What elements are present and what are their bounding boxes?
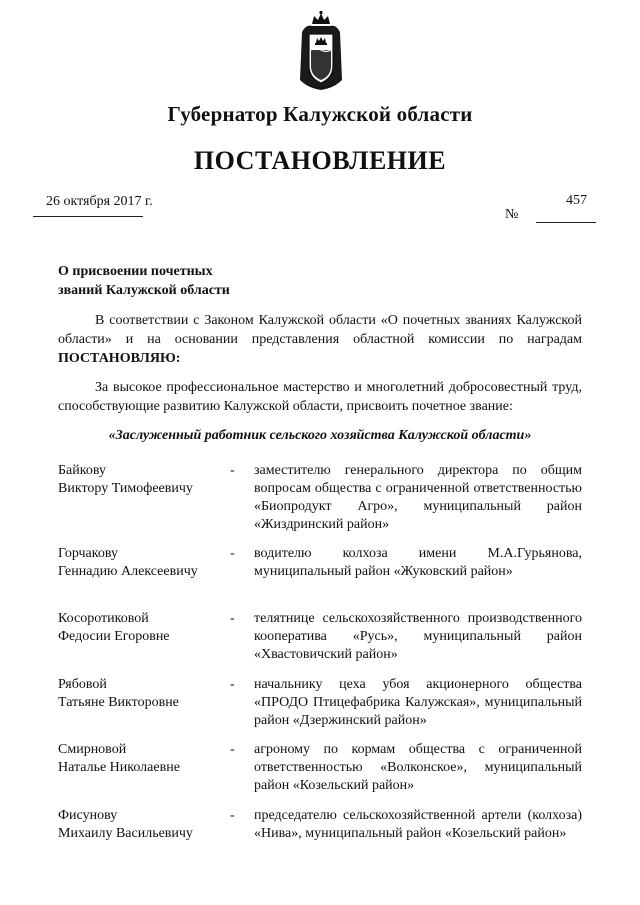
date-underline xyxy=(33,216,143,217)
intro-paragraph xyxy=(58,311,582,368)
number-underline xyxy=(536,222,596,223)
awardee-dash: - xyxy=(230,677,235,692)
document-date: 26 октября 2017 г. xyxy=(46,194,153,209)
intro-text: В соответствии с Законом Калужской области «О почетных званиях Калужской области» и на основании представления областной комиссии по наградам xyxy=(58,313,582,347)
awardee-surname: Горчакову xyxy=(58,546,118,561)
awardee-position: телятнице сельскохозяйственного производственного кооператива «Русь», муниципальный район «Хвастовичский район» xyxy=(254,611,582,662)
awardee-position: водителю колхоза имени М.А.Гурьянова, муниципальный район «Жуковский район» xyxy=(254,546,582,579)
awardee-given-name: Наталье Николаевне xyxy=(58,760,180,775)
awardee-given-name: Татьяне Викторовне xyxy=(58,695,179,710)
awardee-surname: Байкову xyxy=(58,463,106,478)
awardee-name xyxy=(58,462,228,498)
subject-line: О присвоении почетных xyxy=(58,264,213,279)
awardee-dash: - xyxy=(230,546,235,561)
awardee-name xyxy=(58,741,228,777)
awardee-given-name: Виктору Тимофеевичу xyxy=(58,481,193,496)
number-sign: № xyxy=(505,207,519,222)
awardee-surname: Косоротиковой xyxy=(58,611,149,626)
awardee-name xyxy=(58,610,228,646)
coat-of-arms-icon xyxy=(298,10,344,92)
subject-line: званий Калужской области xyxy=(58,283,230,298)
awardee-dash: - xyxy=(230,611,235,626)
document-type: ПОСТАНОВЛЕНИЕ xyxy=(193,146,447,175)
awardee-given-name: Федосии Егоровне xyxy=(58,629,170,644)
awardee-position: начальнику цеха убоя акционерного общества «ПРОДО Птицефабрика Калужская», муниципальный район «Дзержинский район» xyxy=(254,677,582,728)
awardee-position: заместителю генерального директора по общим вопросам общества с ограниченной ответственностью «Биопродукт Агро», муниципальный район «Жиздринский район» xyxy=(254,463,582,532)
awardee-surname: Смирновой xyxy=(58,742,127,757)
awardee-dash: - xyxy=(230,742,235,757)
honor-title: «Заслуженный работник сельского хозяйства Калужской области» xyxy=(108,428,532,443)
awardee-name xyxy=(58,676,228,712)
document-number: 457 xyxy=(566,193,587,208)
awardee-name xyxy=(58,545,228,581)
awardee-surname: Фисунову xyxy=(58,808,118,823)
awardee-name xyxy=(58,807,228,843)
authority-title: Губернатор Калужской области xyxy=(167,102,473,126)
awardee-given-name: Геннадию Алексеевичу xyxy=(58,564,198,579)
awardee-surname: Рябовой xyxy=(58,677,107,692)
awardee-dash: - xyxy=(230,808,235,823)
resolve-word: ПОСТАНОВЛЯЮ: xyxy=(58,351,181,366)
awardee-given-name: Михаилу Васильевичу xyxy=(58,826,193,841)
document-subject xyxy=(58,262,230,300)
awardee-position: агроному по кормам общества с ограниченной ответственностью «Волконское», муниципальный район «Козельский район» xyxy=(254,742,582,793)
awardee-position: председателю сельскохозяйственной артели (колхоза) «Нива», муниципальный район «Козельский район» xyxy=(254,808,582,841)
awardee-dash: - xyxy=(230,463,235,478)
body-paragraph: За высокое профессиональное мастерство и многолетний добросовестный труд, способствующие развитию Калужской области, присвоить почетное звание: xyxy=(58,380,582,414)
